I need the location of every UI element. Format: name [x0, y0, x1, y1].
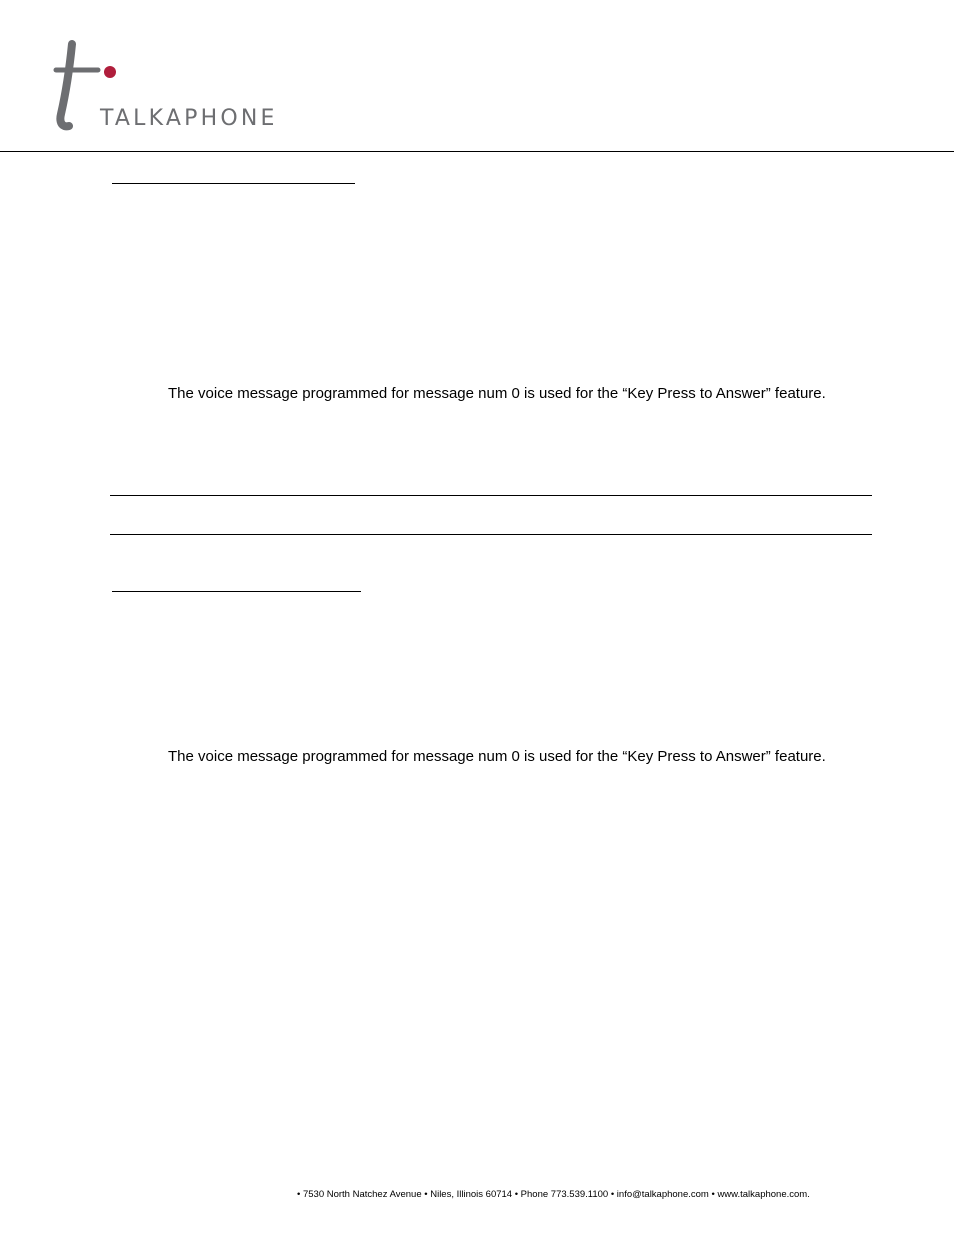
logo-red-dot: [104, 66, 116, 78]
section2-heading-underline: [112, 591, 361, 592]
table-rule-top: [110, 495, 872, 496]
section1-note: The voice message programmed for message num 0 is used for the “Key Press to Answer” feature.: [168, 385, 826, 402]
header-divider: [0, 151, 954, 152]
brand-name: TALKAPHONE: [100, 106, 278, 131]
footer-address: • 7530 North Natchez Avenue • Niles, Illinois 60714 • Phone 773.539.1100 • info@talkaphone.com • www.talkaphone.com.: [297, 1189, 810, 1200]
section1-heading-underline: [112, 183, 355, 184]
logo-t-letter: [60, 44, 72, 126]
section2-note: The voice message programmed for message num 0 is used for the “Key Press to Answer” feature.: [168, 748, 826, 765]
table-rule-bottom: [110, 534, 872, 535]
